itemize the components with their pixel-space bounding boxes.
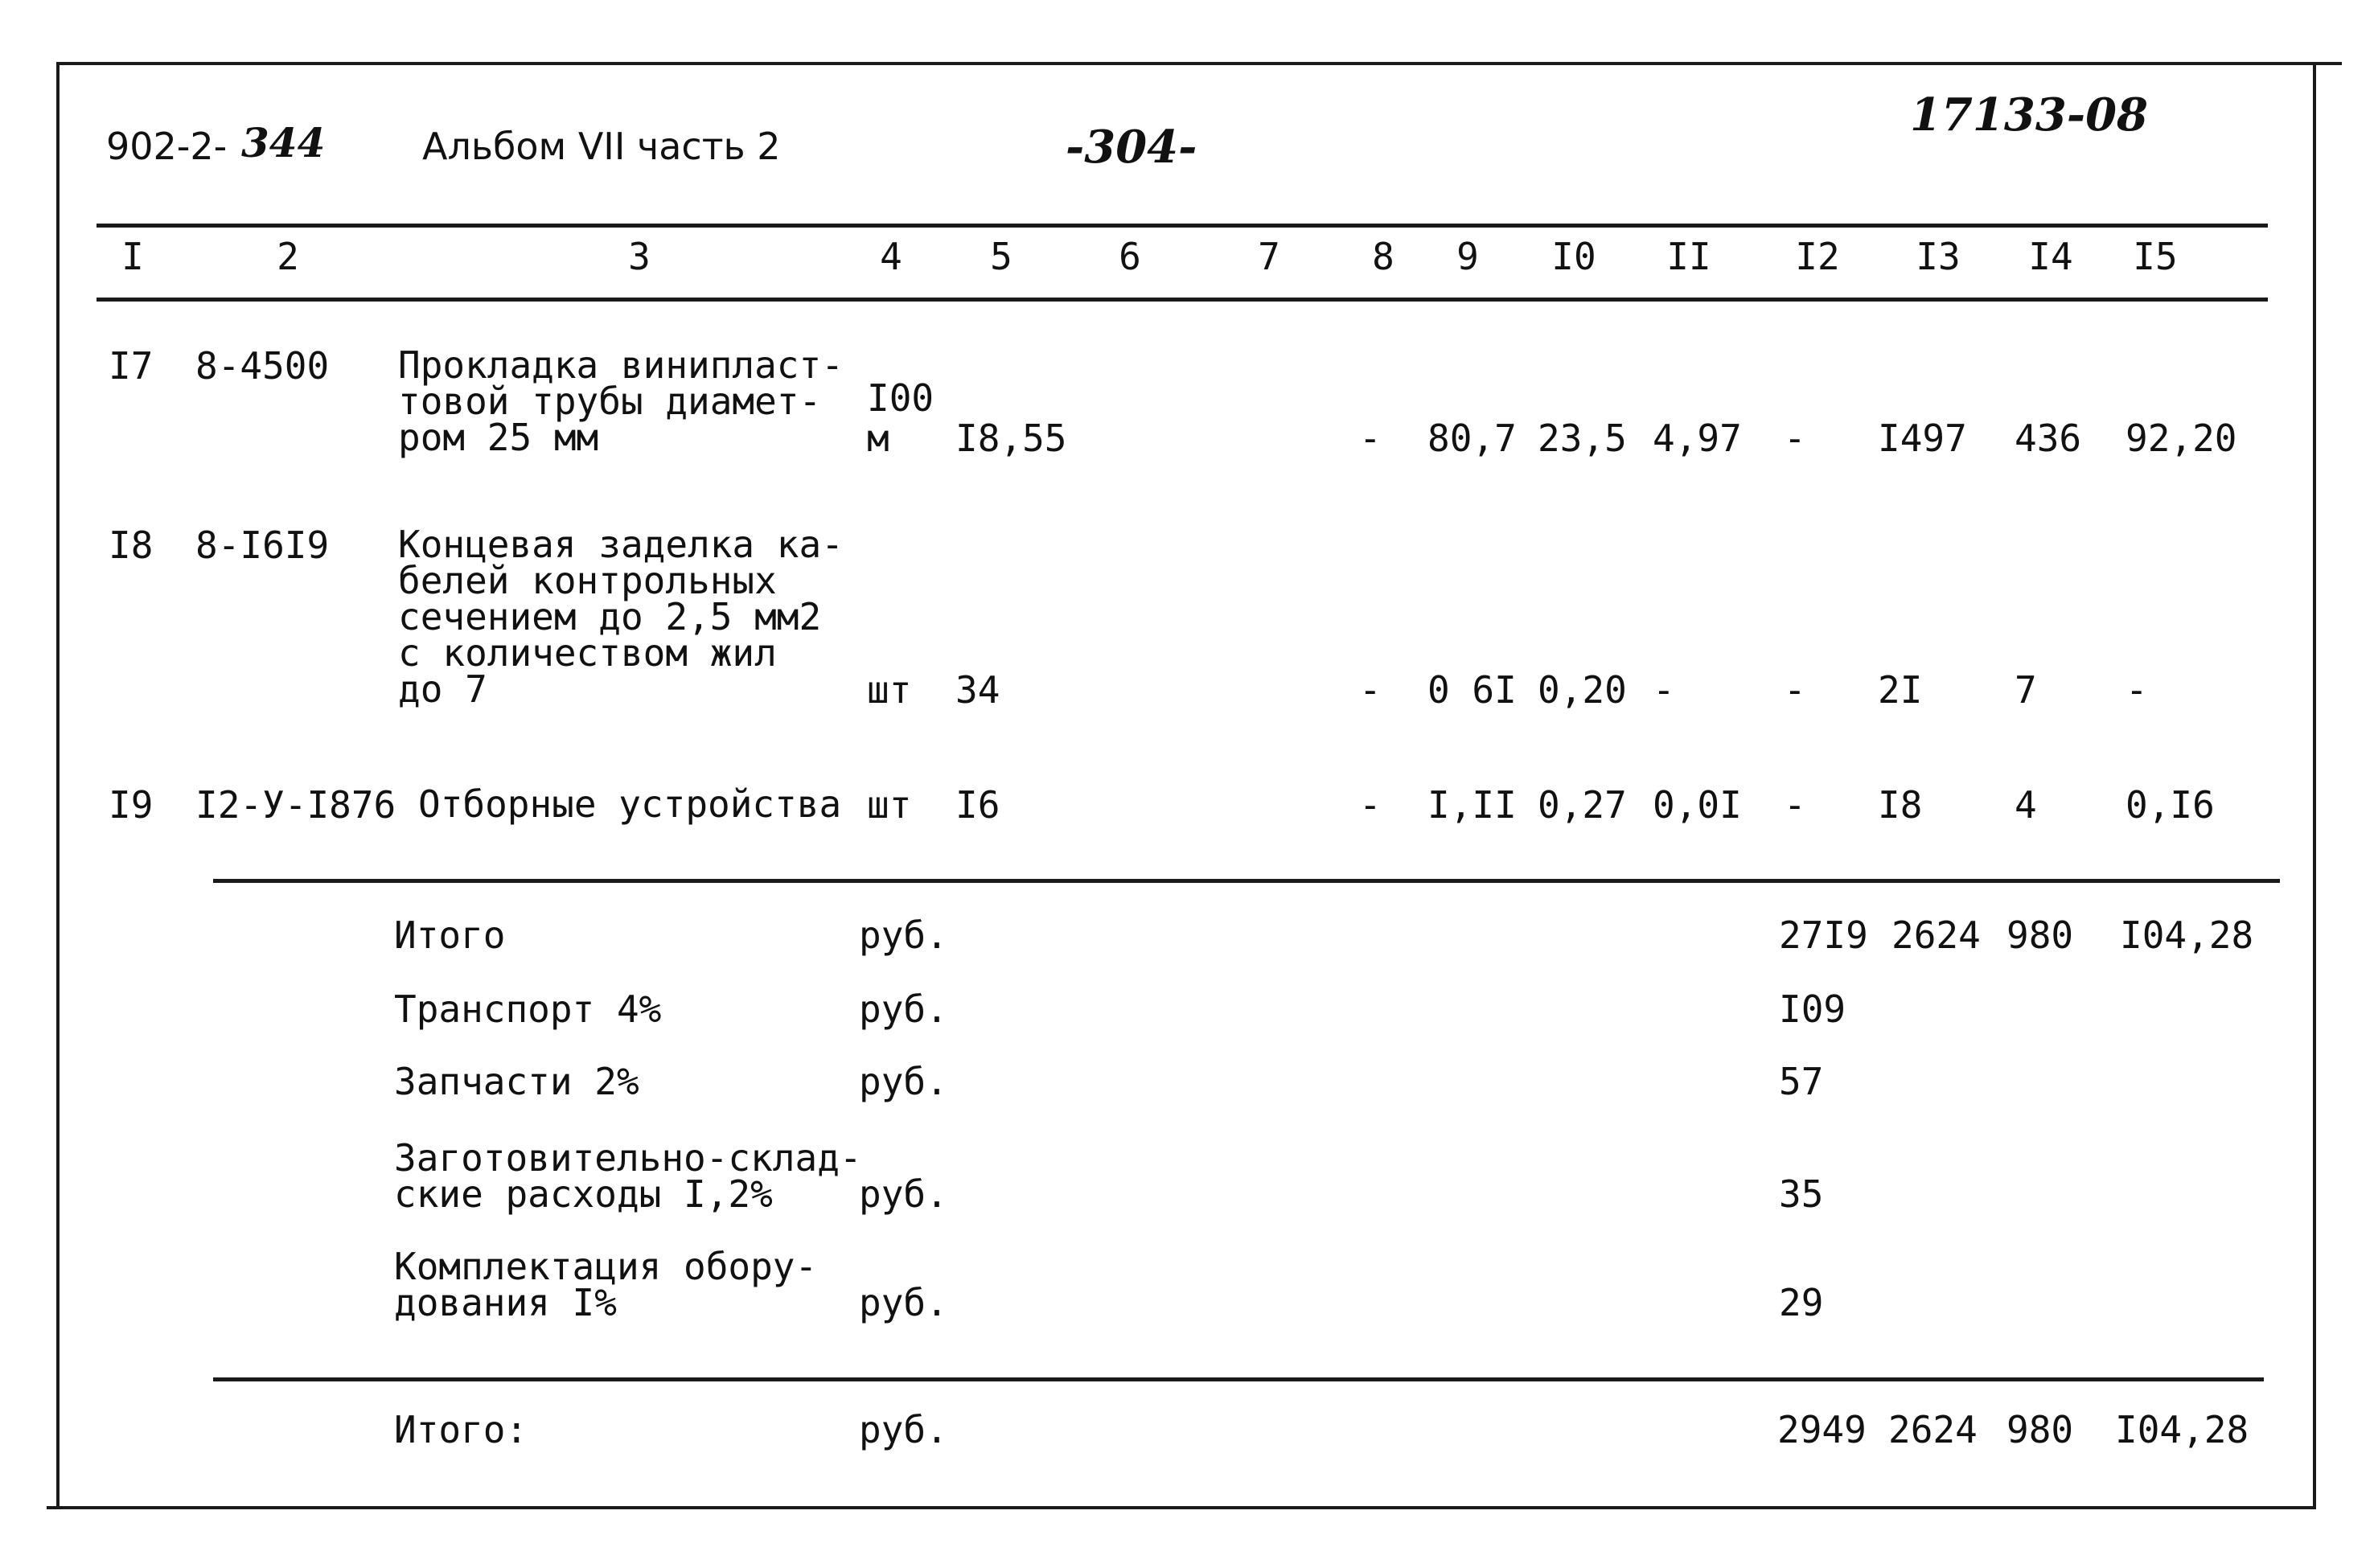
- row-cell-c13: 2I: [1878, 668, 1923, 712]
- row-cell-c15: 0,I6: [2126, 783, 2215, 827]
- row-quantity: I6: [955, 783, 1000, 827]
- row-cell-c14: 7: [2015, 668, 2037, 712]
- summary-unit: руб.: [859, 1060, 948, 1103]
- row-cell-c15: 92,20: [2126, 417, 2237, 460]
- row-cell-c13: I497: [1878, 417, 1967, 460]
- row-description-line: сечением до 2,5 мм2: [398, 595, 822, 638]
- row-code: I2-У-I876: [195, 783, 396, 827]
- column-header: 4: [880, 235, 902, 278]
- row-description-line: с количеством жил: [398, 631, 777, 675]
- row-cell-c8: -: [1359, 783, 1382, 827]
- row-cell-c8: -: [1359, 668, 1382, 712]
- column-header: II: [1666, 235, 1711, 278]
- row-description-line: Концевая заделка ка-: [398, 523, 844, 566]
- row-unit: шт: [867, 783, 912, 827]
- summary-cell-c12: I09: [1779, 987, 1846, 1031]
- summary-rule: [213, 879, 2280, 883]
- summary-unit: руб.: [859, 913, 948, 957]
- summary-label-line: Заготовительно-склад-: [394, 1136, 862, 1180]
- project-prefix: 902-2-: [106, 125, 228, 168]
- row-quantity: I8,55: [955, 417, 1067, 460]
- summary-cell-c12: 57: [1779, 1060, 1824, 1103]
- summary-cell-c15: I04,28: [2120, 913, 2254, 957]
- summary-label-line: Запчасти 2%: [394, 1060, 639, 1103]
- summary-label-line: дования I%: [394, 1281, 617, 1324]
- row-cell-c9: 80,7: [1427, 417, 1517, 460]
- row-description-line: Прокладка винипласт-: [398, 343, 844, 387]
- row-unit: шт: [867, 668, 912, 712]
- frame-left-border: [56, 62, 60, 1509]
- header-rule-top: [97, 224, 2268, 228]
- row-description-line: до 7: [398, 667, 487, 711]
- column-header: 7: [1258, 235, 1280, 278]
- row-cell-c11: 0,0I: [1653, 783, 1742, 827]
- summary-cell-c12: 27I9: [1779, 913, 1868, 957]
- row-cell-c15: -: [2126, 668, 2148, 712]
- row-cell-c14: 436: [2015, 417, 2082, 460]
- row-cell-c11: 4,97: [1653, 417, 1742, 460]
- column-header: 6: [1119, 235, 1141, 278]
- total-cell-c13: 2624: [1888, 1408, 1978, 1451]
- row-number: I7: [109, 344, 154, 388]
- row-description-line: белей контрольных: [398, 559, 777, 602]
- row-cell-c13: I8: [1878, 783, 1923, 827]
- column-header: I5: [2133, 235, 2178, 278]
- summary-cell-c14: 980: [2006, 913, 2074, 957]
- summary-cell-c13: 2624: [1891, 913, 1981, 957]
- summary-unit: руб.: [859, 987, 948, 1031]
- column-header: 9: [1456, 235, 1479, 278]
- row-unit: I00: [867, 376, 934, 420]
- column-header: I4: [2028, 235, 2073, 278]
- total-cell-c15: I04,28: [2115, 1408, 2249, 1451]
- document-number: 17133-08: [1910, 88, 2148, 142]
- row-description-line: ром 25 мм: [398, 416, 599, 459]
- frame-bottom-border: [47, 1506, 2316, 1509]
- summary-unit: руб.: [859, 1172, 948, 1216]
- project-number: 344: [241, 119, 326, 166]
- summary-label-line: Комплектация обору-: [394, 1245, 818, 1288]
- column-header: 8: [1372, 235, 1394, 278]
- row-code: 8-I6I9: [195, 523, 330, 567]
- row-cell-c9: I,II: [1427, 783, 1517, 827]
- total-unit: руб.: [859, 1408, 948, 1451]
- frame-right-border: [2313, 62, 2316, 1509]
- total-cell-c12: 2949: [1777, 1408, 1867, 1451]
- summary-cell-c12: 29: [1779, 1281, 1824, 1324]
- header-rule-bottom: [97, 298, 2268, 302]
- row-number: I8: [109, 523, 154, 567]
- row-number: I9: [109, 783, 154, 827]
- row-description-line: товой трубы диамет-: [398, 380, 822, 423]
- column-header: I: [121, 235, 144, 278]
- row-cell-c10: 23,5: [1538, 417, 1627, 460]
- row-cell-c8: -: [1359, 417, 1382, 460]
- row-cell-c11: -: [1653, 668, 1675, 712]
- row-cell-c12: -: [1784, 668, 1806, 712]
- album-title: Альбом VII часть 2: [422, 125, 781, 168]
- row-cell-c10: 0,27: [1538, 783, 1627, 827]
- row-cell-c10: 0,20: [1538, 668, 1627, 712]
- column-header: I3: [1916, 235, 1961, 278]
- row-description-line: Отборные устройства: [418, 782, 842, 826]
- row-cell-c12: -: [1784, 417, 1806, 460]
- frame-top-border: [58, 62, 2342, 65]
- total-label: Итого:: [394, 1408, 528, 1451]
- page-number: -304-: [1066, 121, 1197, 174]
- row-cell-c12: -: [1784, 783, 1806, 827]
- column-header: I0: [1551, 235, 1596, 278]
- column-header: 3: [628, 235, 651, 278]
- total-cell-c14: 980: [2006, 1408, 2074, 1451]
- column-header: I2: [1795, 235, 1840, 278]
- column-header: 5: [990, 235, 1012, 278]
- column-header: 2: [277, 235, 299, 278]
- row-cell-c14: 4: [2015, 783, 2037, 827]
- row-unit: м: [867, 417, 889, 460]
- summary-label-line: Транспорт 4%: [394, 987, 662, 1031]
- total-rule: [213, 1377, 2264, 1381]
- row-quantity: 34: [955, 668, 1000, 712]
- row-code: 8-4500: [195, 344, 330, 388]
- summary-label-line: ские расходы I,2%: [394, 1172, 773, 1216]
- summary-unit: руб.: [859, 1281, 948, 1324]
- summary-cell-c12: 35: [1779, 1172, 1824, 1216]
- summary-label-line: Итого: [394, 913, 506, 957]
- row-cell-c9: 0 6I: [1427, 668, 1517, 712]
